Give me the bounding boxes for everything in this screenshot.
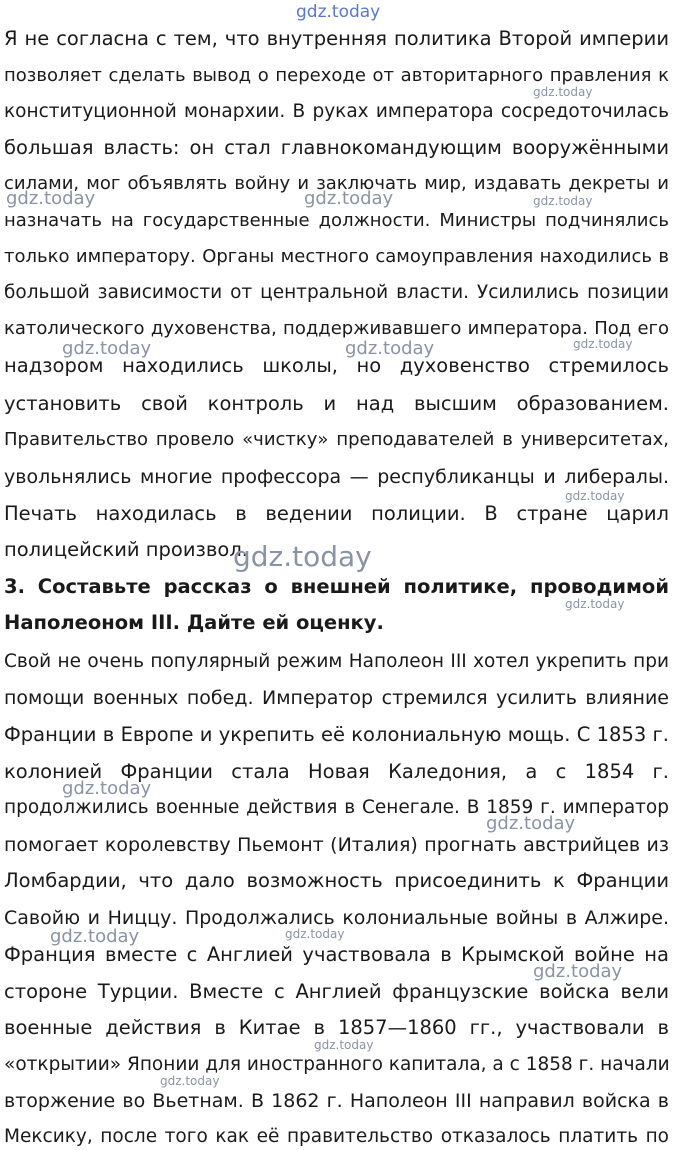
paragraph1-line: Правительство провело «чистку» преподавателей в университетах, xyxy=(4,429,669,450)
watermark: gdz.today xyxy=(533,194,593,208)
watermark: gdz.today xyxy=(62,338,152,359)
paragraph2-line: помогает королевству Пьемонт (Италия) прогнать австрийцев из xyxy=(4,834,669,856)
paragraph1-line: увольнялись многие профессора — республиканцы и либералы. xyxy=(4,466,669,488)
watermark: gdz.today xyxy=(533,85,593,99)
paragraph2-line: вторжение во Вьетнам. В 1862 г. Наполеон III направил войска в xyxy=(4,1090,669,1112)
paragraph1-line: большой зависимости от центральной власти. Усилились позиции xyxy=(4,282,669,303)
watermark: gdz.today xyxy=(296,2,381,22)
watermark: gdz.today xyxy=(565,489,625,503)
paragraph1-line: конституционной монархии. В руках императора сосредоточилась xyxy=(4,101,669,122)
paragraph2-line: Свой не очень популярный режим Наполеон III хотел укрепить при xyxy=(4,651,669,672)
paragraph1-line: Печать находилась в ведении полиции. В стране царил xyxy=(4,502,669,525)
watermark: gdz.today xyxy=(50,926,140,947)
watermark: gdz.today xyxy=(345,338,435,359)
paragraph2-line: военные действия в Китае в 1857—1860 гг., участвовали в xyxy=(4,1016,669,1039)
paragraph2-line: стороне Турции. Вместе с Англией французские войска вели xyxy=(4,980,669,1003)
paragraph2-line: Ломбардии, что дало возможность присоединить к Франции xyxy=(4,869,669,892)
paragraph1-line: только императору. Органы местного самоуправления находились в xyxy=(4,246,669,267)
paragraph1-line: католического духовенства, поддерживавшего императора. Под его xyxy=(4,318,669,339)
paragraph1-line: установить свой контроль и над высшим образованием. xyxy=(4,392,669,415)
paragraph2-line: Савойю и Ниццу. Продолжались колониальные войны в Алжире. xyxy=(4,907,669,929)
paragraph1-line: позволяет сделать вывод о переходе от авторитарного правления к xyxy=(4,65,669,86)
paragraph1-line: силами, мог объявлять войну и заключать мир, издавать декреты и xyxy=(4,173,669,194)
paragraph2-line: Франция вместе с Англией участвовала в Крымской войне на xyxy=(4,943,669,966)
paragraph2-line: Франции в Европе и укрепить её колониальную мощь. С 1853 г. xyxy=(4,723,669,746)
paragraph2-line: Мексику, после того как её правительство отказалось платить по xyxy=(4,1126,669,1147)
paragraph1-line: надзором находились школы, но духовенство стремилось xyxy=(4,354,669,377)
watermark: gdz.today xyxy=(6,188,96,209)
paragraph1-line: полицейский произвол. xyxy=(4,538,248,561)
paragraph2-line: «открытии» Японии для иностранного капитала, а с 1858 г. начали xyxy=(4,1054,670,1075)
question-heading-line: Наполеоном III. Дайте ей оценку. xyxy=(4,611,384,634)
watermark: gdz.today xyxy=(285,927,345,941)
paragraph1-line: большая власть: он стал главнокомандующим вооружёнными xyxy=(4,136,669,159)
watermark: gdz.today xyxy=(62,778,152,799)
watermark: gdz.today xyxy=(486,813,576,834)
paragraph2-line: продолжились военные действия в Сенегале. В 1859 г. император xyxy=(4,797,669,818)
watermark: gdz.today xyxy=(573,337,633,351)
paragraph2-line: помощи военных побед. Император стремился усилить влияние xyxy=(4,687,669,709)
watermark: gdz.today xyxy=(160,1074,220,1088)
watermark: gdz.today xyxy=(533,961,623,982)
question-heading-line: 3. Составьте рассказ о внешней политике, проводимой xyxy=(4,575,669,598)
paragraph1-line: Я не согласна с тем, что внутренняя политика Второй империи xyxy=(4,27,669,50)
watermark: gdz.today xyxy=(233,540,372,573)
paragraph2-line: колонией Франции стала Новая Каледония, а с 1854 г. xyxy=(4,760,669,783)
paragraph1-line: назначать на государственные должности. Министры подчинялись xyxy=(4,210,669,231)
watermark: gdz.today xyxy=(314,1038,374,1052)
watermark: gdz.today xyxy=(565,597,625,611)
watermark: gdz.today xyxy=(304,188,394,209)
